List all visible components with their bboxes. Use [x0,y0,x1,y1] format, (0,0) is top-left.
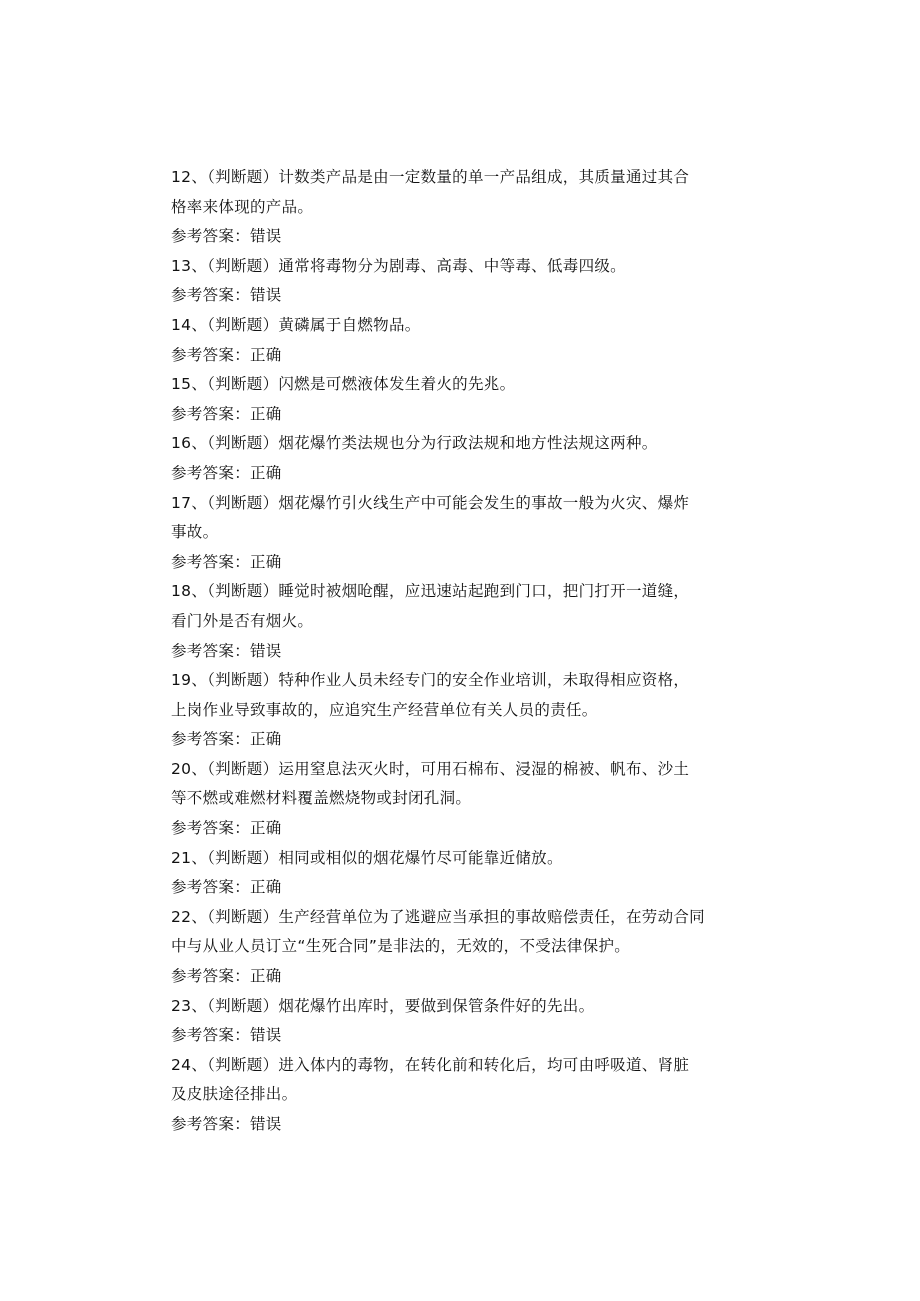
question-text-line: 13、（判断题）通常将毒物分为剧毒、高毒、中等毒、低毒四级。 [171,256,626,275]
question-text-line: 20、（判断题）运用窒息法灭火时，可用石棉布、浸湿的棉被、帆布、沙土 [171,759,690,778]
question-text-line: 14、（判断题）黄磷属于自燃物品。 [171,315,421,334]
answer-text: 参考答案：正确 [171,819,282,838]
question-item [171,163,736,252]
question-text-line: 21、（判断题）相同或相似的烟花爆竹尽可能靠近储放。 [171,848,563,867]
answer-text: 参考答案：正确 [171,878,282,897]
question-text-line: 19、（判断题）特种作业人员未经专门的安全作业培训，未取得相应资格， [171,671,690,690]
question-item [171,755,736,844]
question-text-line: 及皮肤途径排出。 [171,1085,298,1104]
question-item [171,370,736,429]
question-text-line: 15、（判断题）闪燃是可燃液体发生着火的先兆。 [171,375,516,394]
question-item [171,489,736,578]
question-text-line: 12、（判断题）计数类产品是由一定数量的单一产品组成，其质量通过其合 [171,168,690,186]
answer-text: 参考答案：错误 [171,641,282,660]
question-item [171,311,736,370]
question-text-line: 看门外是否有烟火。 [171,611,314,630]
answer-text: 参考答案：错误 [171,286,282,305]
question-text-line: 16、（判断题）烟花爆竹类法规也分为行政法规和地方性法规这两种。 [171,434,658,453]
question-text-line: 17、（判断题）烟花爆竹引火线生产中可能会发生的事故一般为火灾、爆炸 [171,493,690,512]
answer-text: 参考答案：正确 [171,967,282,986]
question-item [171,1051,736,1140]
answer-text: 参考答案：正确 [171,463,282,482]
question-item [171,577,736,666]
question-item [171,992,736,1051]
answer-text: 参考答案：正确 [171,345,282,364]
answer-text: 参考答案：错误 [171,1115,282,1133]
question-text-line: 22、（判断题）生产经营单位为了逃避应当承担的事故赔偿责任，在劳动合同 [171,907,705,926]
answer-text: 参考答案：正确 [171,552,282,571]
question-item [171,252,736,311]
question-text-line: 23、（判断题）烟花爆竹出库时，要做到保管条件好的先出。 [171,996,595,1015]
question-list [171,163,736,1140]
question-item [171,429,736,488]
question-text-line: 中与从业人员订立“生死合同”是非法的，无效的，不受法律保护。 [171,937,631,956]
question-item [171,666,736,755]
answer-text: 参考答案：错误 [171,1026,282,1045]
question-text-line: 24、（判断题）进入体内的毒物，在转化前和转化后，均可由呼吸道、肾脏 [171,1055,690,1074]
answer-text: 参考答案：正确 [171,404,282,423]
question-text-line: 等不燃或难燃材料覆盖燃烧物或封闭孔洞。 [171,789,472,808]
answer-text: 参考答案：正确 [171,730,282,749]
question-item [171,903,736,992]
question-text-line: 事故。 [171,523,219,542]
question-item [171,844,736,903]
question-text-line: 18、（判断题）睡觉时被烟呛醒，应迅速站起跑到门口，把门打开一道缝， [171,582,690,601]
question-text-line: 上岗作业导致事故的，应追究生产经营单位有关人员的责任。 [171,700,598,719]
answer-text: 参考答案：错误 [171,227,282,246]
question-text-line: 格率来体现的产品。 [171,197,314,216]
